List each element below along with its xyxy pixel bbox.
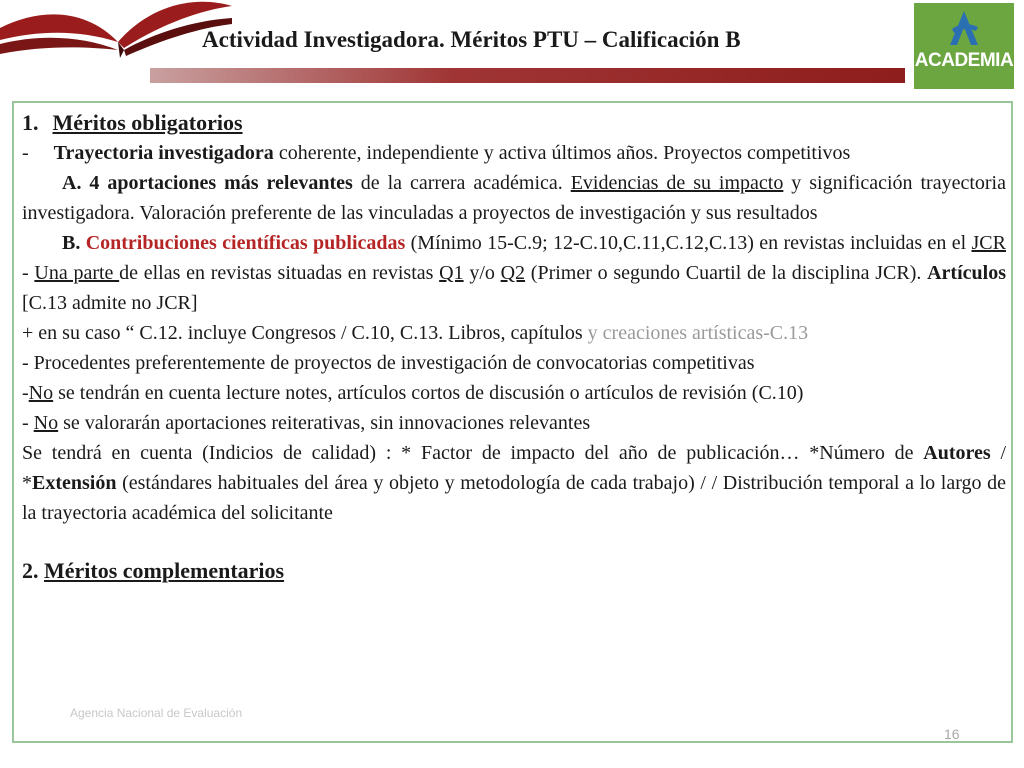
q2-term: Q2 <box>500 262 526 284</box>
trayectoria-bullet: - <box>22 142 29 164</box>
creaciones-artisticas: y creaciones artísticas-C.13 <box>587 322 809 344</box>
aportaciones-paragraph <box>22 168 1006 228</box>
extension-term: Extensión <box>32 472 117 494</box>
title-underline-bar <box>150 68 905 83</box>
indicios-text-3: (estándares habituales del área y objeto y metodología de cada trabajo) / / Distribución temporal a lo largo de la trayectoria académica del solicitante <box>22 472 1006 524</box>
autores-term: Autores <box>923 442 991 464</box>
indicios-text-1: Se tendrá en cuenta (Indicios de calidad) : * Factor de impacto del año de publicación… *Número de <box>22 442 924 464</box>
una-parte-term: Una parte <box>34 262 120 284</box>
contribuciones-text-1: (Mínimo 15-C.9; 12-C.10,C.11,C.12,C.13) en revistas incluidas en el <box>405 232 972 254</box>
no-lecture-text: se tendrán en cuenta lecture notes, artículos cortos de discusión o artículos de revisión (C.10) <box>53 382 804 404</box>
section-spacer <box>22 528 1006 556</box>
no-lecture-prefix: - <box>22 382 29 404</box>
q1-term: Q1 <box>439 262 464 284</box>
contribuciones-paragraph <box>22 228 1006 318</box>
no-reiterativas-prefix: - <box>22 412 34 434</box>
contribuciones-letter: B. <box>62 232 86 254</box>
contribuciones-text-5: (Primer o segundo Cuartil de la disciplina JCR). <box>525 262 928 284</box>
page-number: 16 <box>944 726 960 742</box>
jcr-term: JCR <box>971 232 1006 254</box>
no-reiterativas-no: No <box>33 412 59 434</box>
section-1-title: Méritos obligatorios <box>52 110 243 135</box>
no-lecture-notes-line <box>22 378 1006 408</box>
academia-a-icon <box>914 3 1014 89</box>
indicios-paragraph <box>22 438 1006 528</box>
section-2-heading <box>22 556 1006 586</box>
section-1-number: 1. <box>22 110 39 135</box>
en-su-caso-line <box>22 318 1006 348</box>
trayectoria-text: coherente, independiente y activa últimos años. Proyectos competitivos <box>273 142 851 164</box>
aportaciones-text-2: y significación trayectoria investigadora. Valoración preferente de las vinculadas a proyectos de investigación y sus resultados <box>22 172 1006 224</box>
contribuciones-text-4: y/o <box>463 262 501 284</box>
academia-logo-text: ACADEMIA <box>914 50 1014 71</box>
aportaciones-label: A. 4 aportaciones más relevantes <box>62 172 353 194</box>
no-reiterativas-text: se valorarán aportaciones reiterativas, sin innovaciones relevantes <box>58 412 591 434</box>
aportaciones-text-1: de la carrera académica. <box>352 172 571 194</box>
slide-title: Actividad Investigadora. Méritos PTU – Calificación B <box>202 27 741 52</box>
slide-body <box>22 108 1006 586</box>
footer-watermark-text: Agencia Nacional de Evaluación <box>70 706 243 720</box>
section-1-heading <box>22 108 1006 138</box>
evidencias-impacto: Evidencias de su impacto <box>570 172 784 194</box>
academia-logo <box>914 3 1014 89</box>
section-2-title: Méritos complementarios <box>44 558 285 583</box>
contribuciones-text-2: - <box>22 262 35 284</box>
no-reiterativas-line <box>22 408 1006 438</box>
procedentes-line: - Procedentes preferentemente de proyectos de investigación de convocatorias competitivas <box>22 352 755 374</box>
indicios-text-2: / * <box>22 442 1007 494</box>
contribuciones-text-6: [C.13 admite no JCR] <box>22 292 198 314</box>
no-lecture-no: No <box>28 382 54 404</box>
section-2-number: 2. <box>22 558 44 583</box>
trayectoria-item <box>22 138 1006 168</box>
en-su-caso-text: + en su caso “ C.12. incluye Congresos / C.10, C.13. Libros, capítulos <box>22 322 588 344</box>
trayectoria-label: Trayectoria investigadora <box>53 142 274 164</box>
contribuciones-text-3: de ellas en revistas situadas en revistas <box>119 262 440 284</box>
contribuciones-label: Contribuciones científicas publicadas <box>85 232 406 254</box>
articulos-term: Artículos <box>927 262 1006 284</box>
